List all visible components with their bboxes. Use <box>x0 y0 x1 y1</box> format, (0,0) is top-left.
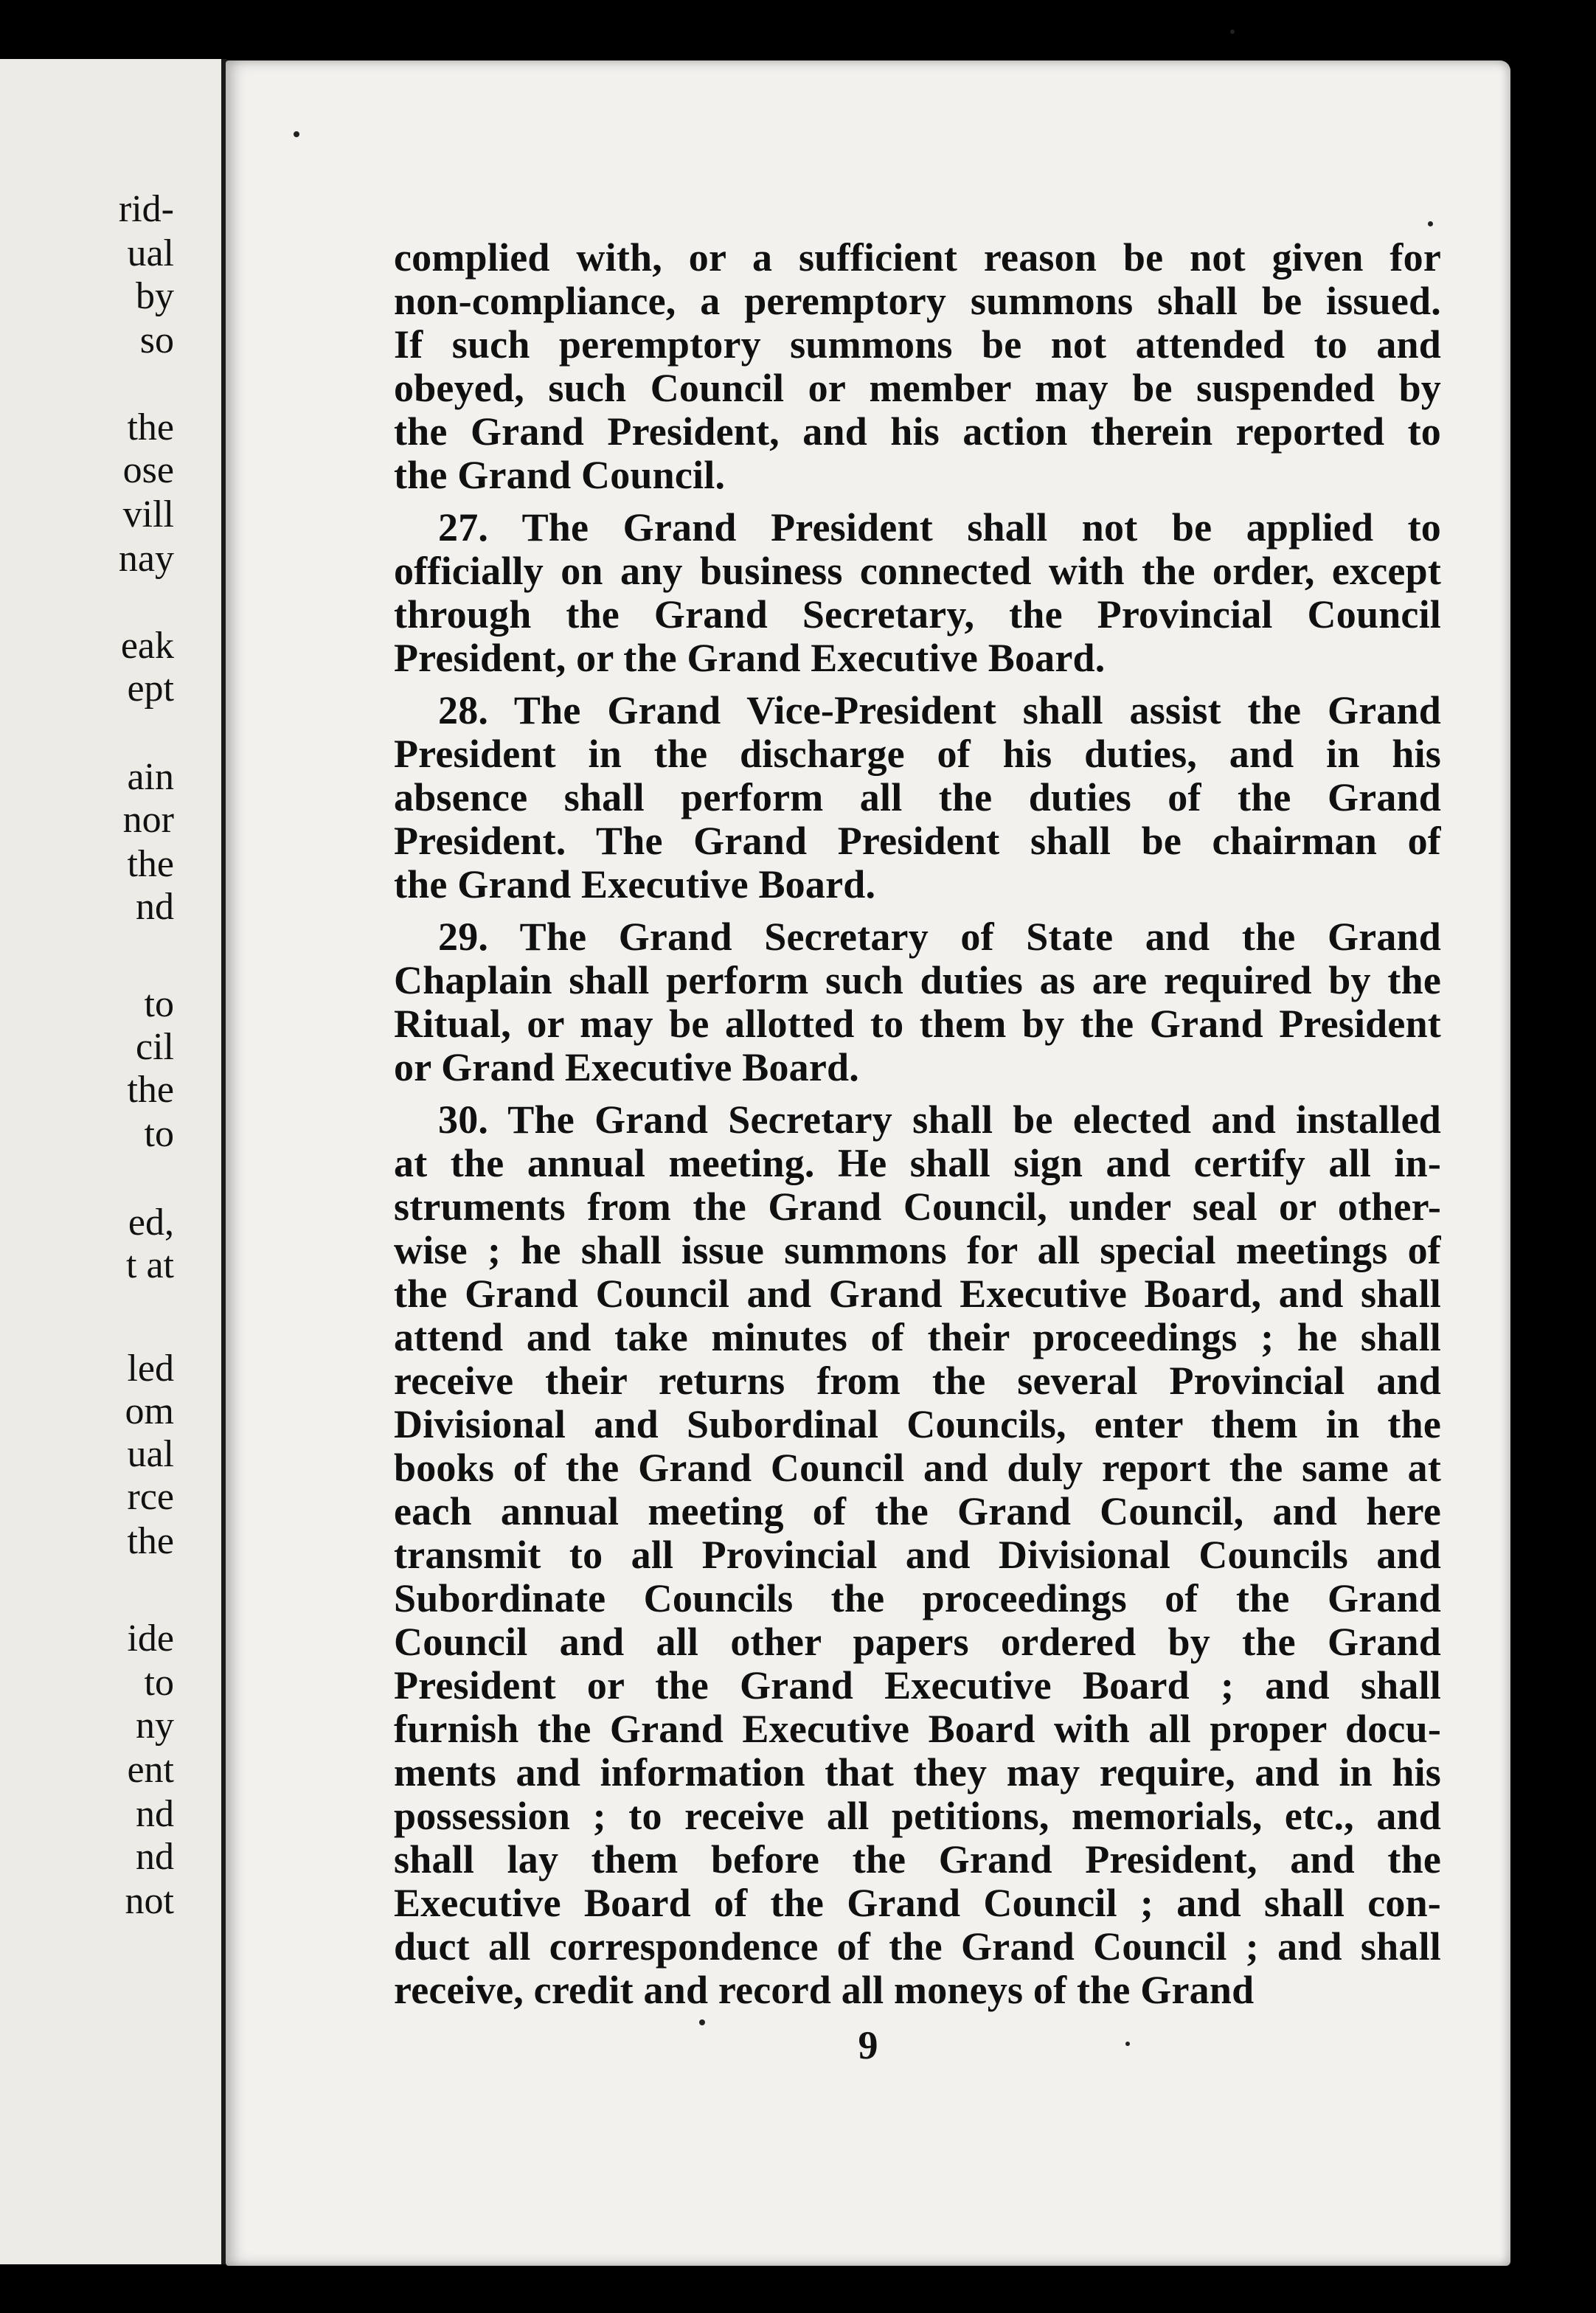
paragraph-27 <box>394 506 1441 680</box>
previous-page-fragment: to <box>144 983 174 1025</box>
text-line: officially on any business connected with the order, except <box>394 549 1441 593</box>
text-line: Subordinate Councils the proceedings of the Grand <box>394 1577 1441 1620</box>
text-line: furnish the Grand Executive Board with all proper docu- <box>394 1707 1441 1751</box>
paragraph-30 <box>394 1098 1441 2012</box>
scan-speck <box>294 131 299 137</box>
previous-page-fragment: ide <box>127 1617 174 1660</box>
previous-page-fragment: ual <box>127 1433 174 1475</box>
previous-page-fragment: nd <box>136 886 174 928</box>
text-line: at the annual meeting. He shall sign and certify all in- <box>394 1142 1441 1185</box>
text-line: through the Grand Secretary, the Provincial Council <box>394 593 1441 637</box>
text-line: ments and information that they may require, and in his <box>394 1751 1441 1794</box>
previous-page-fragment: the <box>127 406 174 448</box>
text-line: President or the Grand Executive Board ; and shall <box>394 1664 1441 1707</box>
scan-speck <box>1125 2042 1130 2046</box>
previous-page-edge <box>0 59 223 2264</box>
text-line: duct all correspondence of the Grand Council ; and shall <box>394 1925 1441 1969</box>
text-line: non-compliance, a peremptory summons shall be issued. <box>394 280 1441 323</box>
text-line: shall lay them before the Grand President, and the <box>394 1838 1441 1882</box>
text-line: attend and take minutes of their proceedings ; he shall <box>394 1316 1441 1359</box>
previous-page-fragment: ny <box>136 1705 174 1747</box>
text-line: struments from the Grand Council, under seal or other- <box>394 1185 1441 1229</box>
previous-page-fragment: nd <box>136 1836 174 1878</box>
previous-page-fragment: nay <box>118 538 174 580</box>
text-line: President, or the Grand Executive Board. <box>394 637 1106 680</box>
paragraph-cont <box>394 236 1441 497</box>
text-line: 27. The Grand President shall not be applied to <box>438 506 1441 549</box>
text-line: the Grand Executive Board. <box>394 863 876 906</box>
text-line: the Grand President, and his action therein reported to <box>394 410 1441 454</box>
text-line: the Grand Council. <box>394 454 726 497</box>
text-line: each annual meeting of the Grand Council, and here <box>394 1490 1441 1533</box>
text-line: 30. The Grand Secretary shall be elected and installed <box>438 1098 1441 1142</box>
previous-page-fragment: nd <box>136 1793 174 1835</box>
text-line: the Grand Council and Grand Executive Board, and shall <box>394 1272 1441 1316</box>
text-line: absence shall perform all the duties of the Grand <box>394 776 1441 819</box>
previous-page-fragment: the <box>127 843 174 885</box>
previous-page-fragment: eak <box>120 625 174 667</box>
text-line: transmit to all Provincial and Divisional Councils and <box>394 1533 1441 1577</box>
previous-page-fragment: om <box>125 1390 174 1432</box>
text-line: receive their returns from the several Provincial and <box>394 1359 1441 1403</box>
previous-page-fragment: led <box>127 1348 174 1390</box>
body-text <box>394 236 1441 2021</box>
previous-page-fragment: nor <box>122 799 174 841</box>
text-line: Ritual, or may be allotted to them by the Grand President <box>394 1002 1441 1046</box>
scan-speck <box>1230 30 1235 34</box>
text-line: Divisional and Subordinal Councils, enter them in the <box>394 1403 1441 1446</box>
text-line: receive, credit and record all moneys of the Grand <box>394 1969 1255 2012</box>
previous-page-fragment: vill <box>122 493 174 535</box>
paragraph-29 <box>394 915 1441 1089</box>
previous-page-fragment: rid- <box>118 188 174 230</box>
previous-page-fragment: ual <box>127 232 174 274</box>
text-line: or Grand Executive Board. <box>394 1046 859 1089</box>
scan-speck <box>1428 221 1433 226</box>
previous-page-fragment: rce <box>127 1476 174 1518</box>
text-line: 28. The Grand Vice-President shall assist the Grand <box>438 689 1441 732</box>
previous-page-fragment: so <box>139 319 174 361</box>
text-line: President in the discharge of his duties, and in his <box>394 732 1441 776</box>
text-line: 29. The Grand Secretary of State and the Grand <box>438 915 1441 959</box>
text-line: possession ; to receive all petitions, memorials, etc., and <box>394 1794 1441 1838</box>
text-line: Chaplain shall perform such duties as are required by the <box>394 959 1441 1002</box>
previous-page-fragment: to <box>144 1113 174 1155</box>
previous-page-fragment: ain <box>127 756 174 798</box>
text-line: President. The Grand President shall be chairman of <box>394 819 1441 863</box>
current-page <box>226 60 1510 2266</box>
previous-page-fragment: the <box>127 1520 174 1562</box>
previous-page-fragment: ose <box>122 449 174 491</box>
scan-speck <box>699 2019 705 2025</box>
previous-page-fragment: t at <box>126 1244 174 1286</box>
previous-page-fragment: ent <box>127 1749 174 1791</box>
text-line: If such peremptory summons be not attended to and <box>394 323 1441 367</box>
text-line: complied with, or a sufficient reason be not given for <box>394 236 1441 280</box>
previous-page-fragment: not <box>125 1880 174 1922</box>
previous-page-fragment: the <box>127 1069 174 1111</box>
previous-page-fragment: ed, <box>128 1201 174 1244</box>
page-number: 9 <box>858 2023 878 2067</box>
previous-page-fragment: to <box>144 1662 174 1704</box>
previous-page-fragment: ept <box>127 667 174 710</box>
text-line: books of the Grand Council and duly report the same at <box>394 1446 1441 1490</box>
previous-page-fragment: by <box>136 275 174 317</box>
text-line: Executive Board of the Grand Council ; and shall con- <box>394 1882 1441 1925</box>
paragraph-28 <box>394 689 1441 906</box>
text-line: wise ; he shall issue summons for all special meetings of <box>394 1229 1441 1272</box>
previous-page-fragment: cil <box>136 1026 174 1068</box>
text-line: Council and all other papers ordered by the Grand <box>394 1620 1441 1664</box>
text-line: obeyed, such Council or member may be suspended by <box>394 367 1441 410</box>
